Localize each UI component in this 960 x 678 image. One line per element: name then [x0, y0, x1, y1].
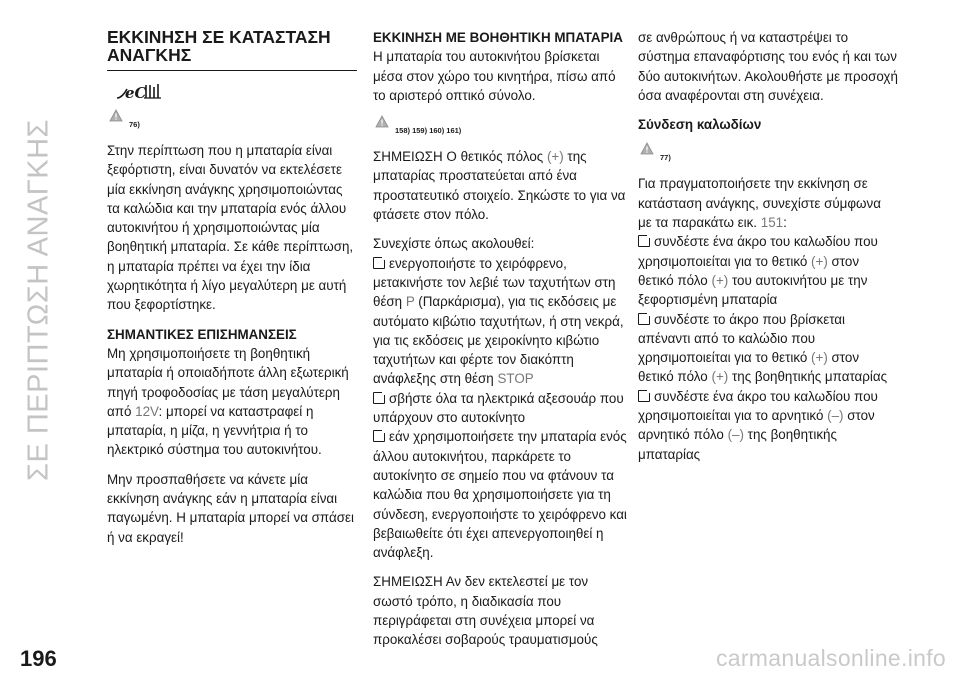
section-title-emergency-start: ΕΚΚΙΝΗΣΗ ΣΕ ΚΑΤΑΣΤΑΣΗ ΑΝΑΓΚΗΣ	[107, 27, 331, 65]
paragraph-continued: σε ανθρώπους ή να καταστρέψει το σύστημα επαναφόρτισης του ενός ή και των δύο αυτοκινήτων. Ακολουθήστε με προσοχή όσα αναφέρονται στη συνέχεια.	[638, 30, 898, 103]
subtitle-important-notes: ΣΗΜΑΝΤΙΚΕΣ ΕΠΙΣΗΜΑΝΣΕΙΣ	[107, 326, 297, 342]
list-item-text: ενεργοποιήστε το χειρόφρενο,	[389, 255, 567, 271]
plus-symbol: (+)	[546, 149, 564, 165]
bullet-icon	[638, 235, 650, 247]
paragraph-connection-intro	[638, 174, 898, 232]
warning-triangle-icon	[109, 109, 123, 122]
svg-text:eC: eC	[125, 84, 147, 102]
voltage-value: 12V	[135, 403, 159, 419]
list-item	[373, 389, 628, 428]
text-fragment: του αυτοκινήτου με την ξεφορτισμένη μπαταρία	[638, 272, 868, 308]
warning-ref-number: 77)	[660, 153, 671, 163]
text-fragment: στον θετικό πόλο	[638, 350, 860, 385]
warning-ref	[640, 142, 898, 164]
side-tab-label: ΣΕ ΠΕΡΙΠΤΩΣΗ ΑΝΑΓΚΗΣ	[22, 119, 55, 481]
text-fragment: : μπορεί να καταστραφεί η μπαταρία, η μίζα, η γεννήτρια ή το ηλεκτρικό σύστημα του αυτοκινήτου.	[107, 403, 322, 458]
text-fragment: :	[783, 215, 787, 231]
watermark: carmanualsonline.info	[715, 645, 946, 671]
note-positive-pole	[373, 147, 628, 224]
title-divider	[107, 70, 357, 71]
paragraph-battery-location: Η μπαταρία του αυτοκινήτου βρίσκεται μέσα στον χώρο του κινητήρα, πίσω από το αριστερό οπτικό σύνολο.	[373, 49, 616, 103]
warning-ref-number: 158) 159) 160) 161)	[395, 126, 462, 136]
list-item-text: σβήστε όλα τα ηλεκτρικά αξεσουάρ που υπάρχουν στο αυτοκίνητο	[373, 390, 624, 426]
text-fragment: της βοηθητικής μπαταρίας	[638, 427, 837, 462]
list-item	[638, 387, 898, 464]
text-fragment: (Παρκάρισμα), για τις εκδόσεις με αυτόματο κιβώτιο ταχυτήτων, ή στη νεκρά, για τις εκδόσεις με χειροκίνητο κιβώτιο ταχυτήτων και φέρτε τον διακόπτη ανάφλεξης στη θέση	[373, 294, 624, 387]
figure-ref: 151	[760, 215, 784, 231]
warning-ref-number: 76)	[129, 120, 140, 129]
econ-logo-icon	[113, 81, 357, 103]
list-item-text: εάν χρησιμοποιήσετε την μπαταρία ενός άλλου αυτοκινήτου, παρκάρετε το αυτοκίνητο σε σημείο που να φτάνουν τα καλώδια που θα χρησιμοποιήσετε για τη σύνδεση, ενεργοποιήστε το χειρόφρενο και βεβαιωθείτε ότι έχει απενεργοποιηθεί η ανάφλεξη.	[373, 429, 627, 561]
plus-symbol: (+)	[811, 253, 828, 269]
warning-triangle-icon	[375, 115, 389, 128]
bullet-icon	[373, 430, 385, 442]
section-title-booster-battery: ΕΚΚΙΝΗΣΗ ΜΕ ΒΟΗΘΗΤΙΚΗ ΜΠΑΤΑΡΙΑ	[373, 30, 623, 45]
column-2	[373, 28, 628, 650]
paragraph-proceed: Συνεχίστε όπως ακολουθεί:	[373, 236, 535, 252]
text-fragment: συνδέστε ένα άκρο του καλωδίου που χρησιμοποιείται για το αρνητικό	[638, 388, 878, 424]
text-fragment: μετακινήστε τον λεβιέ των ταχυτήτων στη θέση	[373, 274, 616, 310]
bullet-icon	[638, 313, 650, 325]
minus-symbol: (–)	[827, 408, 844, 424]
page-number: 196	[20, 646, 57, 671]
bullet-icon	[373, 392, 385, 404]
bullet-icon	[638, 390, 650, 402]
text-fragment: της μπαταρίας προστατεύεται από ένα προστατευτικό στοιχείο. Σηκώστε το για να φτάσετε στον πόλο.	[373, 149, 626, 223]
list-item	[373, 427, 628, 562]
paragraph-voltage-warning	[107, 344, 357, 460]
text-fragment: Μη χρησιμοποιήσετε τη βοηθητική μπαταρία ή οποιαδήποτε άλλη εξωτερική πηγή τροφοδοσίας με τάση μεγαλύτερη από	[107, 345, 349, 419]
ignition-stop: STOP	[497, 371, 534, 387]
text-fragment: στον θετικό πόλο	[638, 253, 860, 288]
column-1	[107, 28, 357, 547]
list-item	[373, 254, 628, 273]
list-item	[638, 232, 898, 309]
plus-symbol: (+)	[711, 272, 729, 288]
warning-ref	[109, 109, 357, 131]
minus-symbol: (–)	[727, 427, 744, 443]
gear-position-p: P	[405, 294, 415, 310]
list-item	[373, 273, 628, 389]
text-fragment: της βοηθητικής μπαταρίας	[728, 369, 888, 385]
plus-symbol: (+)	[711, 369, 729, 385]
text-fragment: συνδέστε ένα άκρο του καλωδίου που χρησιμοποιείται για το θετικό	[638, 234, 878, 269]
text-fragment: Για πραγματοποιήσετε την εκκίνηση σε κατάσταση ανάγκης, συνεχίστε σύμφωνα με τα παρακάτω εικ.	[638, 176, 881, 231]
text-fragment: συνδέστε το άκρο που βρίσκεται απέναντι από το καλώδιο που χρησιμοποιείται για το θετικό	[638, 311, 846, 366]
plus-symbol: (+)	[811, 350, 828, 366]
paragraph-frozen-battery: Μην προσπαθήσετε να κάνετε μία εκκίνηση ανάγκης εάν η μπαταρία είναι παγωμένη. Η μπαταρία μπορεί να σπάσει ή να εκραγεί!	[107, 471, 354, 545]
warning-triangle-icon	[640, 142, 654, 155]
list-item	[638, 310, 898, 387]
column-3	[638, 28, 898, 464]
warning-ref	[375, 115, 628, 137]
note-incorrect-procedure: ΣΗΜΕΙΩΣΗ Αν δεν εκτελεστεί με τον σωστό τρόπο, η διαδικασία που περιγράφεται στη συνέχεια μπορεί να προκαλέσει σοβαρούς τραυματισμούς	[373, 574, 598, 648]
paragraph-battery-discharged: Στην περίπτωση που η μπαταρία είναι ξεφόρτιστη, είναι δυνατόν να εκτελέσετε μία εκκίνηση ανάγκης χρησιμοποιώντας τα καλώδια και την μπαταρία ενός άλλου αυτοκινήτου ή χρησιμοποιώντας μία βοηθητική μπαταρία. Σε κάθε περίπτωση, η μπαταρία πρέπει να έχει την ίδια χωρητικότητα ή λίγο μεγαλύτερη με αυτή που ξεφορτίστηκε.	[107, 143, 354, 313]
text-fragment: στον αρνητικό πόλο	[638, 408, 875, 443]
bullet-icon	[373, 257, 385, 269]
text-fragment: ΣΗΜΕΙΩΣΗ Ο θετικός πόλος	[373, 149, 547, 165]
side-tab	[0, 0, 78, 678]
subtitle-cable-connection: Σύνδεση καλωδίων	[638, 117, 762, 133]
